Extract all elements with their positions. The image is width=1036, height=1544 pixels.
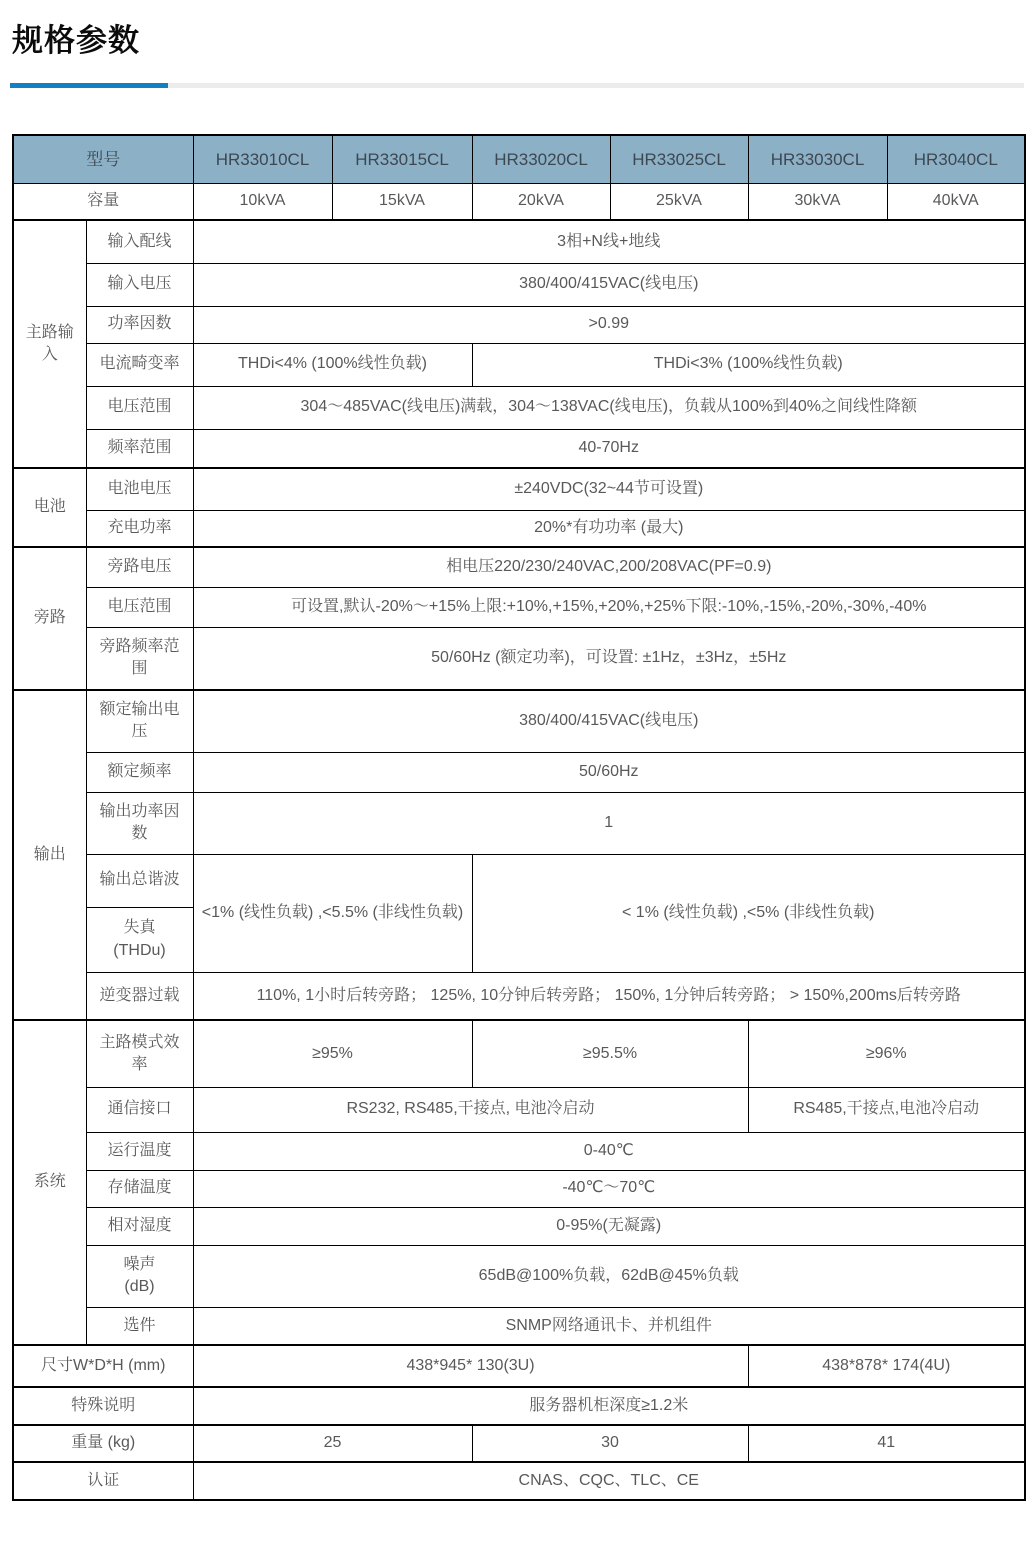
- spec-value: 380/400/415VAC(线电压): [193, 690, 1025, 752]
- model-name: HR33020CL: [472, 135, 610, 183]
- capacity-value: 10kVA: [193, 183, 332, 220]
- row-rated-output-voltage: [13, 690, 1025, 752]
- row-label: 电压范围: [86, 386, 193, 429]
- spec-value: 0-95%(无凝露): [193, 1207, 1025, 1245]
- model-row: [13, 135, 1025, 183]
- row-label: 电池电压: [86, 468, 193, 510]
- spec-value: ≥95.5%: [472, 1020, 748, 1087]
- row-label: 输出总谐波: [86, 854, 193, 907]
- row-label: [86, 1245, 193, 1307]
- row-label: 输入电压: [86, 263, 193, 306]
- spec-value: 可设置,默认-20%〜+15%上限:+10%,+15%,+20%,+25%下限:-10%,-15%,-20%,-30%,-40%: [193, 587, 1025, 627]
- row-current-thd: [13, 343, 1025, 386]
- capacity-value: 25kVA: [610, 183, 748, 220]
- capacity-value: 30kVA: [748, 183, 887, 220]
- row-label: 特殊说明: [13, 1387, 193, 1425]
- row-input-voltage: [13, 263, 1025, 306]
- row-output-thd: [13, 854, 1025, 907]
- title-underline-accent: [10, 83, 168, 88]
- group-label-bypass: 旁路: [13, 547, 86, 690]
- model-name: HR3040CL: [887, 135, 1025, 183]
- row-bypass-voltage-range: [13, 587, 1025, 627]
- model-name: HR33030CL: [748, 135, 887, 183]
- spec-value: >0.99: [193, 306, 1025, 343]
- row-label: 输入配线: [86, 220, 193, 263]
- model-name: HR33025CL: [610, 135, 748, 183]
- spec-value: RS232, RS485,干接点, 电池冷启动: [193, 1087, 748, 1132]
- row-noise: [13, 1245, 1025, 1307]
- row-label: 容量: [13, 183, 193, 220]
- spec-value: ≥96%: [748, 1020, 1025, 1087]
- spec-value: 41: [748, 1425, 1025, 1462]
- row-voltage-range: [13, 386, 1025, 429]
- capacity-row: [13, 183, 1025, 220]
- row-inverter-overload: [13, 972, 1025, 1020]
- row-label: 存储温度: [86, 1170, 193, 1207]
- spec-value: 40-70Hz: [193, 429, 1025, 468]
- spec-value: THDi<3% (100%线性负载): [472, 343, 1025, 386]
- spec-value: SNMP网络通讯卡、并机组件: [193, 1307, 1025, 1345]
- spec-value: 3相+N线+地线: [193, 220, 1025, 263]
- row-power-factor: [13, 306, 1025, 343]
- row-label: 主路模式效率: [86, 1020, 193, 1087]
- row-options: [13, 1307, 1025, 1345]
- row-label: 认证: [13, 1462, 193, 1500]
- row-label-line: 失真: [123, 919, 156, 937]
- group-label-battery: 电池: [13, 468, 86, 547]
- page-title: 规格参数: [12, 23, 140, 58]
- row-label: 额定输出电压: [86, 690, 193, 752]
- spec-value: 110%, 1小时后转旁路； 125%, 10分钟后转旁路； 150%, 1分钟后转旁路； > 150%,200ms后转旁路: [193, 972, 1025, 1020]
- row-label: 电压范围: [86, 587, 193, 627]
- row-label: 旁路电压: [86, 547, 193, 587]
- title-underline: [10, 83, 1024, 88]
- row-bypass-voltage: [13, 547, 1025, 587]
- spec-value: 50/60Hz (额定功率)，可设置: ±1Hz，±3Hz，±5Hz: [193, 627, 1025, 690]
- row-storage-temp: [13, 1170, 1025, 1207]
- spec-value: ≥95%: [193, 1020, 472, 1087]
- row-label: 旁路频率范围: [86, 627, 193, 690]
- row-humidity: [13, 1207, 1025, 1245]
- row-charge-power: [13, 510, 1025, 547]
- spec-value: RS485,干接点,电池冷启动: [748, 1087, 1025, 1132]
- spec-value: 30: [472, 1425, 748, 1462]
- capacity-value: 20kVA: [472, 183, 610, 220]
- row-label: 功率因数: [86, 306, 193, 343]
- spec-value: 438*878* 174(4U): [748, 1345, 1025, 1387]
- row-rated-freq: [13, 752, 1025, 792]
- group-label-output: 输出: [13, 690, 86, 1020]
- row-bypass-freq-range: [13, 627, 1025, 690]
- row-label: 充电功率: [86, 510, 193, 547]
- row-label: 通信接口: [86, 1087, 193, 1132]
- row-label: 选件: [86, 1307, 193, 1345]
- spec-value: 304〜485VAC(线电压)满载，304〜138VAC(线电压)，负载从100%到40%之间线性降额: [193, 386, 1025, 429]
- spec-value: 380/400/415VAC(线电压): [193, 263, 1025, 306]
- row-label: 频率范围: [86, 429, 193, 468]
- spec-value: <1% (线性负载) ,<5.5% (非线性负载): [193, 854, 472, 972]
- group-label-system: 系统: [13, 1020, 86, 1345]
- model-name: HR33010CL: [193, 135, 332, 183]
- row-label-line: (THDu): [113, 941, 166, 959]
- spec-value: 1: [193, 792, 1025, 854]
- row-comm: [13, 1087, 1025, 1132]
- row-label: 输出功率因数: [86, 792, 193, 854]
- spec-value: -40℃〜70℃: [193, 1170, 1025, 1207]
- spec-value: 20%*有功功率 (最大): [193, 510, 1025, 547]
- row-label: 逆变器过载: [86, 972, 193, 1020]
- row-label: [86, 907, 193, 972]
- row-label: 额定频率: [86, 752, 193, 792]
- row-label: 尺寸W*D*H (mm): [13, 1345, 193, 1387]
- model-row-label: 型号: [13, 135, 193, 183]
- row-freq-range: [13, 429, 1025, 468]
- spec-value: ±240VDC(32~44节可设置): [193, 468, 1025, 510]
- spec-value: 65dB@100%负载，62dB@45%负载: [193, 1245, 1025, 1307]
- capacity-value: 15kVA: [332, 183, 472, 220]
- row-label: 电流畸变率: [86, 343, 193, 386]
- row-dimensions: [13, 1345, 1025, 1387]
- spec-value: 25: [193, 1425, 472, 1462]
- spec-table: [12, 134, 1026, 1501]
- spec-value: CNAS、CQC、TLC、CE: [193, 1462, 1025, 1500]
- row-label: 重量 (kg): [13, 1425, 193, 1462]
- row-op-temp: [13, 1132, 1025, 1170]
- row-efficiency: [13, 1020, 1025, 1087]
- row-label: 相对湿度: [86, 1207, 193, 1245]
- spec-value: 0-40℃: [193, 1132, 1025, 1170]
- row-output-pf: [13, 792, 1025, 854]
- spec-value: 438*945* 130(3U): [193, 1345, 748, 1387]
- row-label-line: 噪声: [123, 1255, 156, 1273]
- row-input-wiring: [13, 220, 1025, 263]
- row-battery-voltage: [13, 468, 1025, 510]
- row-weight: [13, 1425, 1025, 1462]
- spec-value: 50/60Hz: [193, 752, 1025, 792]
- spec-value: < 1% (线性负载) ,<5% (非线性负载): [472, 854, 1025, 972]
- row-special-note: [13, 1387, 1025, 1425]
- row-certification: [13, 1462, 1025, 1500]
- row-label: 运行温度: [86, 1132, 193, 1170]
- model-name: HR33015CL: [332, 135, 472, 183]
- spec-value: THDi<4% (100%线性负载): [193, 343, 472, 386]
- spec-value: 相电压220/230/240VAC,200/208VAC(PF=0.9): [193, 547, 1025, 587]
- spec-value: 服务器机柜深度≥1.2米: [193, 1387, 1025, 1425]
- capacity-value: 40kVA: [887, 183, 1025, 220]
- row-label-line: (dB): [124, 1278, 155, 1296]
- group-label-main-input: 主路输入: [13, 220, 86, 468]
